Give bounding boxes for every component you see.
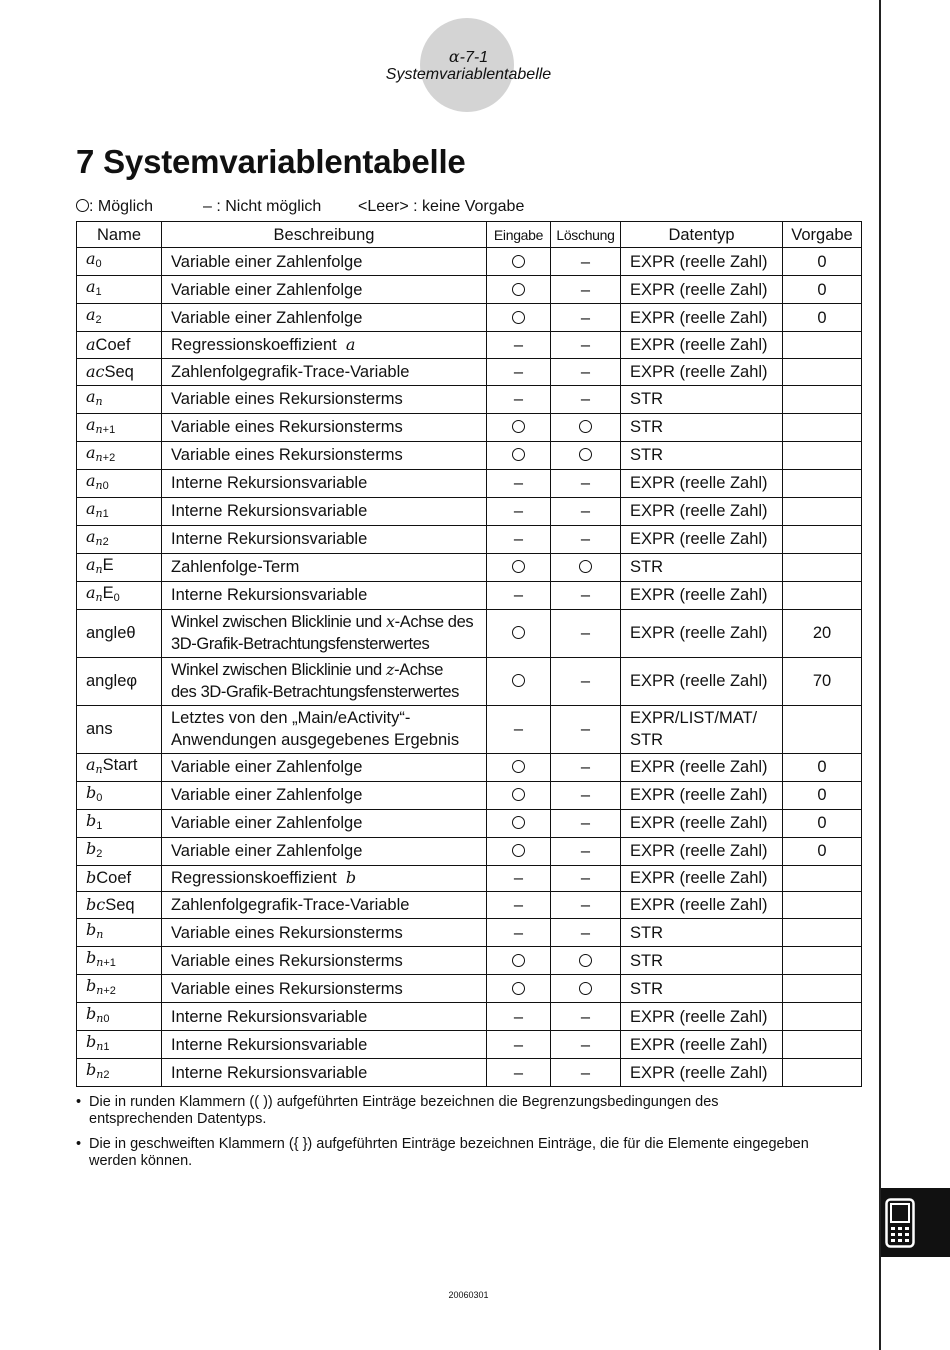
dash-icon: –: [580, 672, 591, 691]
table-row: [77, 657, 862, 705]
table-body: [77, 248, 862, 1087]
variable-description: Variable einer Zahlenfolge: [162, 276, 487, 304]
input-flag: [487, 304, 551, 332]
default-value: [783, 497, 862, 525]
delete-flag: [551, 837, 621, 865]
dash-icon: –: [513, 502, 524, 521]
data-type: EXPR (reelle Zahl): [621, 469, 783, 497]
delete-flag: [551, 441, 621, 469]
input-flag: [487, 385, 551, 413]
data-type: EXPR (reelle Zahl): [621, 581, 783, 609]
dash-icon: –: [580, 362, 591, 381]
col-header-type: Datentyp: [621, 222, 783, 248]
variable-name: $b_{n+2}$: [77, 975, 162, 1003]
default-value: 70: [783, 657, 862, 705]
table-row: [77, 441, 862, 469]
dash-icon: –: [513, 720, 524, 739]
delete-flag: [551, 1003, 621, 1031]
default-value: 0: [783, 837, 862, 865]
delete-flag: [551, 781, 621, 809]
variable-description: Interne Rekursionsvariable: [162, 525, 487, 553]
input-flag: [487, 441, 551, 469]
dash-icon: –: [513, 1007, 524, 1026]
circle-icon: [512, 674, 525, 687]
dash-icon: –: [513, 390, 524, 409]
variable-description: Variable eines Rekursionsterms: [162, 919, 487, 947]
data-type: STR: [621, 947, 783, 975]
data-type: EXPR (reelle Zahl): [621, 865, 783, 892]
input-flag: [487, 781, 551, 809]
circle-icon: [512, 954, 525, 967]
notes-list: [76, 1094, 816, 1178]
table-row: [77, 892, 862, 919]
table-row: [77, 809, 862, 837]
input-flag: [487, 892, 551, 919]
variable-name: $a_nStart$: [77, 753, 162, 781]
dash-icon: –: [513, 362, 524, 381]
variable-name: angleφ: [77, 657, 162, 705]
data-type: EXPR/LIST/MAT/ STR: [621, 705, 783, 753]
table-row: [77, 413, 862, 441]
delete-flag: [551, 385, 621, 413]
delete-flag: [551, 657, 621, 705]
input-flag: [487, 809, 551, 837]
dash-icon: –: [580, 308, 591, 327]
data-type: EXPR (reelle Zahl): [621, 1031, 783, 1059]
variable-name: $b_1$: [77, 809, 162, 837]
delete-flag: [551, 753, 621, 781]
table-row: [77, 304, 862, 332]
variable-name: $a_nE_0$: [77, 581, 162, 609]
delete-flag: [551, 553, 621, 581]
dash-icon: –: [580, 530, 591, 549]
default-value: [783, 1031, 862, 1059]
circle-icon: [579, 560, 592, 573]
variable-description: Interne Rekursionsvariable: [162, 1059, 487, 1087]
dash-icon: –: [513, 869, 524, 888]
data-type: EXPR (reelle Zahl): [621, 657, 783, 705]
input-flag: [487, 469, 551, 497]
data-type: STR: [621, 413, 783, 441]
table-row: [77, 1059, 862, 1087]
variable-description: Regressionskoeffizient a: [162, 332, 487, 359]
circle-icon: [512, 982, 525, 995]
input-flag: [487, 657, 551, 705]
variable-name: angleθ: [77, 609, 162, 657]
dash-icon: –: [580, 923, 591, 942]
default-value: [783, 1059, 862, 1087]
note-item: • Die in runden Klammern (( )) aufgeführten Einträge bezeichnen die Begrenzungsbedingungen des entsprechenden Datentyps.: [76, 1094, 816, 1128]
circle-icon: [512, 311, 525, 324]
data-type: EXPR (reelle Zahl): [621, 525, 783, 553]
dash-icon: –: [580, 502, 591, 521]
variable-name: $b_{n0}$: [77, 1003, 162, 1031]
dash-icon: –: [513, 923, 524, 942]
table-row: [77, 525, 862, 553]
table-row: [77, 919, 862, 947]
delete-flag: [551, 497, 621, 525]
circle-icon: [512, 816, 525, 829]
default-value: [783, 441, 862, 469]
variable-description: Interne Rekursionsvariable: [162, 1031, 487, 1059]
variable-name: $b_{n1}$: [77, 1031, 162, 1059]
data-type: EXPR (reelle Zahl): [621, 609, 783, 657]
table-row: [77, 865, 862, 892]
input-flag: [487, 1059, 551, 1087]
input-flag: [487, 332, 551, 359]
circle-icon: [512, 448, 525, 461]
data-type: STR: [621, 385, 783, 413]
dash-icon: –: [580, 814, 591, 833]
default-value: 0: [783, 276, 862, 304]
dash-icon: –: [580, 869, 591, 888]
default-value: 0: [783, 781, 862, 809]
delete-flag: [551, 276, 621, 304]
table-row: [77, 753, 862, 781]
dash-icon: –: [580, 252, 591, 271]
table-row: [77, 1031, 862, 1059]
input-flag: [487, 865, 551, 892]
data-type: STR: [621, 441, 783, 469]
variable-description: Variable einer Zahlenfolge: [162, 837, 487, 865]
dash-icon: –: [580, 896, 591, 915]
default-value: 0: [783, 248, 862, 276]
dash-icon: –: [580, 624, 591, 643]
data-type: EXPR (reelle Zahl): [621, 781, 783, 809]
circle-icon: [512, 255, 525, 268]
dash-icon: –: [580, 586, 591, 605]
delete-flag: [551, 1059, 621, 1087]
variable-description: Interne Rekursionsvariable: [162, 581, 487, 609]
table-row: [77, 332, 862, 359]
default-value: [783, 553, 862, 581]
variable-name: ans: [77, 705, 162, 753]
data-type: EXPR (reelle Zahl): [621, 304, 783, 332]
variable-name: $b_{n+1}$: [77, 947, 162, 975]
dash-icon: –: [580, 474, 591, 493]
variable-description: Letztes von den „Main/eActivity“- Anwendungen ausgegebenes Ergebnis: [162, 705, 487, 753]
table-row: [77, 705, 862, 753]
input-flag: [487, 837, 551, 865]
variable-description: Variable eines Rekursionsterms: [162, 385, 487, 413]
delete-flag: [551, 919, 621, 947]
dash-icon: –: [580, 720, 591, 739]
right-margin-rule: [879, 0, 881, 1350]
input-flag: [487, 525, 551, 553]
dash-icon: –: [580, 1007, 591, 1026]
variable-name: $a_{n+2}$: [77, 441, 162, 469]
data-type: EXPR (reelle Zahl): [621, 248, 783, 276]
input-flag: [487, 705, 551, 753]
variable-description: Winkel zwischen Blicklinie und z-Achse des 3D-Grafik-Betrachtungsfensterwertes: [162, 657, 487, 705]
dash-icon: –: [513, 586, 524, 605]
variable-description: Zahlenfolge-Term: [162, 553, 487, 581]
table-row: [77, 781, 862, 809]
page-code: α-7-1: [448, 47, 489, 66]
input-flag: [487, 497, 551, 525]
circle-icon: [512, 626, 525, 639]
variable-name: bCoef: [77, 865, 162, 892]
input-flag: [487, 413, 551, 441]
circle-icon: [579, 448, 592, 461]
table-row: [77, 975, 862, 1003]
data-type: STR: [621, 919, 783, 947]
variable-description: Variable eines Rekursionsterms: [162, 413, 487, 441]
data-type: EXPR (reelle Zahl): [621, 1003, 783, 1031]
variable-name: $a_{n+1}$: [77, 413, 162, 441]
running-header: Systemvariablentabelle: [385, 66, 552, 83]
note-item: • Die in geschweiften Klammern ({ }) aufgeführten Einträge bezeichnen Einträge, die für die Elemente eingegeben werden können.: [76, 1136, 816, 1170]
circle-icon: [512, 420, 525, 433]
default-value: [783, 358, 862, 385]
delete-flag: [551, 1031, 621, 1059]
variable-name: acSeq: [77, 358, 162, 385]
data-type: EXPR (reelle Zahl): [621, 332, 783, 359]
dash-icon: –: [513, 896, 524, 915]
variable-description: Regressionskoeffizient b: [162, 865, 487, 892]
variable-description: Variable einer Zahlenfolge: [162, 304, 487, 332]
default-value: [783, 1003, 862, 1031]
col-header-name: Name: [77, 222, 162, 248]
input-flag: [487, 1003, 551, 1031]
variable-description: Interne Rekursionsvariable: [162, 469, 487, 497]
variable-name: aCoef: [77, 332, 162, 359]
variable-name: $b_n$: [77, 919, 162, 947]
dash-icon: –: [580, 390, 591, 409]
table-row: [77, 553, 862, 581]
table-header-row: [77, 222, 862, 248]
variable-name: $a_{n1}$: [77, 497, 162, 525]
input-flag: [487, 609, 551, 657]
delete-flag: [551, 809, 621, 837]
variable-name: $b_2$: [77, 837, 162, 865]
delete-flag: [551, 525, 621, 553]
variable-name: $a_0$: [77, 248, 162, 276]
table-row: [77, 1003, 862, 1031]
data-type: STR: [621, 975, 783, 1003]
variable-description: Variable eines Rekursionsterms: [162, 975, 487, 1003]
delete-flag: [551, 705, 621, 753]
table-row: [77, 497, 862, 525]
default-value: 20: [783, 609, 862, 657]
input-flag: [487, 248, 551, 276]
delete-flag: [551, 304, 621, 332]
default-value: [783, 865, 862, 892]
delete-flag: [551, 332, 621, 359]
input-flag: [487, 358, 551, 385]
input-flag: [487, 753, 551, 781]
input-flag: [487, 919, 551, 947]
input-flag: [487, 581, 551, 609]
default-value: [783, 332, 862, 359]
circle-icon: [512, 560, 525, 573]
default-value: [783, 385, 862, 413]
default-value: 0: [783, 753, 862, 781]
variable-description: Zahlenfolgegrafik-Trace-Variable: [162, 358, 487, 385]
table-row: [77, 358, 862, 385]
delete-flag: [551, 469, 621, 497]
legend-not-possible: – : Nicht möglich: [203, 198, 322, 215]
data-type: EXPR (reelle Zahl): [621, 1059, 783, 1087]
variable-description: Winkel zwischen Blicklinie und x-Achse des 3D-Grafik-Betrachtungsfensterwertes: [162, 609, 487, 657]
col-header-description: Beschreibung: [162, 222, 487, 248]
variable-description: Variable eines Rekursionsterms: [162, 441, 487, 469]
variable-description: Variable einer Zahlenfolge: [162, 809, 487, 837]
dash-icon: –: [513, 474, 524, 493]
col-header-delete: Löschung: [551, 222, 621, 248]
table-row: [77, 469, 862, 497]
variable-description: Zahlenfolgegrafik-Trace-Variable: [162, 892, 487, 919]
variable-name: $a_nE$: [77, 553, 162, 581]
input-flag: [487, 1031, 551, 1059]
legend-possible: : Möglich: [76, 198, 153, 216]
default-value: 0: [783, 304, 862, 332]
dash-icon: –: [580, 758, 591, 777]
variable-name: $a_{n2}$: [77, 525, 162, 553]
table-row: [77, 248, 862, 276]
side-tab: [881, 1188, 950, 1257]
table-row: [77, 837, 862, 865]
circle-icon: [76, 199, 89, 212]
input-flag: [487, 553, 551, 581]
data-type: STR: [621, 553, 783, 581]
dash-icon: –: [513, 1063, 524, 1082]
variable-name: $b_{n2}$: [77, 1059, 162, 1087]
variable-name: $b_0$: [77, 781, 162, 809]
data-type: EXPR (reelle Zahl): [621, 892, 783, 919]
page-title: 7 Systemvariablentabelle: [76, 143, 466, 180]
circle-icon: [512, 844, 525, 857]
data-type: EXPR (reelle Zahl): [621, 837, 783, 865]
variable-description: Variable einer Zahlenfolge: [162, 753, 487, 781]
dash-icon: –: [513, 1035, 524, 1054]
variable-name: $a_n$: [77, 385, 162, 413]
delete-flag: [551, 892, 621, 919]
delete-flag: [551, 248, 621, 276]
dash-icon: –: [580, 1063, 591, 1082]
delete-flag: [551, 947, 621, 975]
variable-name: bcSeq: [77, 892, 162, 919]
data-type: EXPR (reelle Zahl): [621, 809, 783, 837]
table-row: [77, 947, 862, 975]
input-flag: [487, 276, 551, 304]
dash-icon: –: [580, 842, 591, 861]
col-header-default: Vorgabe: [783, 222, 862, 248]
dash-icon: –: [513, 530, 524, 549]
default-value: [783, 525, 862, 553]
variable-description: Interne Rekursionsvariable: [162, 497, 487, 525]
circle-icon: [579, 420, 592, 433]
default-value: [783, 975, 862, 1003]
default-value: [783, 413, 862, 441]
table-row: [77, 609, 862, 657]
delete-flag: [551, 609, 621, 657]
dash-icon: –: [580, 335, 591, 354]
delete-flag: [551, 865, 621, 892]
input-flag: [487, 947, 551, 975]
legend: [76, 198, 776, 220]
default-value: [783, 705, 862, 753]
circle-icon: [512, 760, 525, 773]
variable-name: $a_{n0}$: [77, 469, 162, 497]
dash-icon: –: [580, 1035, 591, 1054]
variable-name: $a_2$: [77, 304, 162, 332]
dash-icon: –: [580, 280, 591, 299]
variable-description: Variable einer Zahlenfolge: [162, 248, 487, 276]
default-value: [783, 469, 862, 497]
data-type: EXPR (reelle Zahl): [621, 276, 783, 304]
data-type: EXPR (reelle Zahl): [621, 497, 783, 525]
default-value: 0: [783, 809, 862, 837]
variable-description: Variable eines Rekursionsterms: [162, 947, 487, 975]
delete-flag: [551, 358, 621, 385]
circle-icon: [512, 788, 525, 801]
default-value: [783, 947, 862, 975]
variable-description: Interne Rekursionsvariable: [162, 1003, 487, 1031]
system-variable-table: [76, 221, 862, 1087]
calculator-icon: [885, 1198, 915, 1248]
data-type: EXPR (reelle Zahl): [621, 753, 783, 781]
table-row: [77, 276, 862, 304]
circle-icon: [512, 283, 525, 296]
variable-description: Variable einer Zahlenfolge: [162, 781, 487, 809]
input-flag: [487, 975, 551, 1003]
default-value: [783, 892, 862, 919]
default-value: [783, 919, 862, 947]
delete-flag: [551, 975, 621, 1003]
table-row: [77, 385, 862, 413]
footer-code: 20060301: [448, 1290, 489, 1300]
dash-icon: –: [513, 335, 524, 354]
delete-flag: [551, 581, 621, 609]
legend-empty: <Leer> : keine Vorgabe: [358, 198, 525, 215]
data-type: EXPR (reelle Zahl): [621, 358, 783, 385]
default-value: [783, 581, 862, 609]
variable-name: $a_1$: [77, 276, 162, 304]
table-row: [77, 581, 862, 609]
delete-flag: [551, 413, 621, 441]
circle-icon: [579, 982, 592, 995]
col-header-input: Eingabe: [487, 222, 551, 248]
circle-icon: [579, 954, 592, 967]
dash-icon: –: [580, 786, 591, 805]
